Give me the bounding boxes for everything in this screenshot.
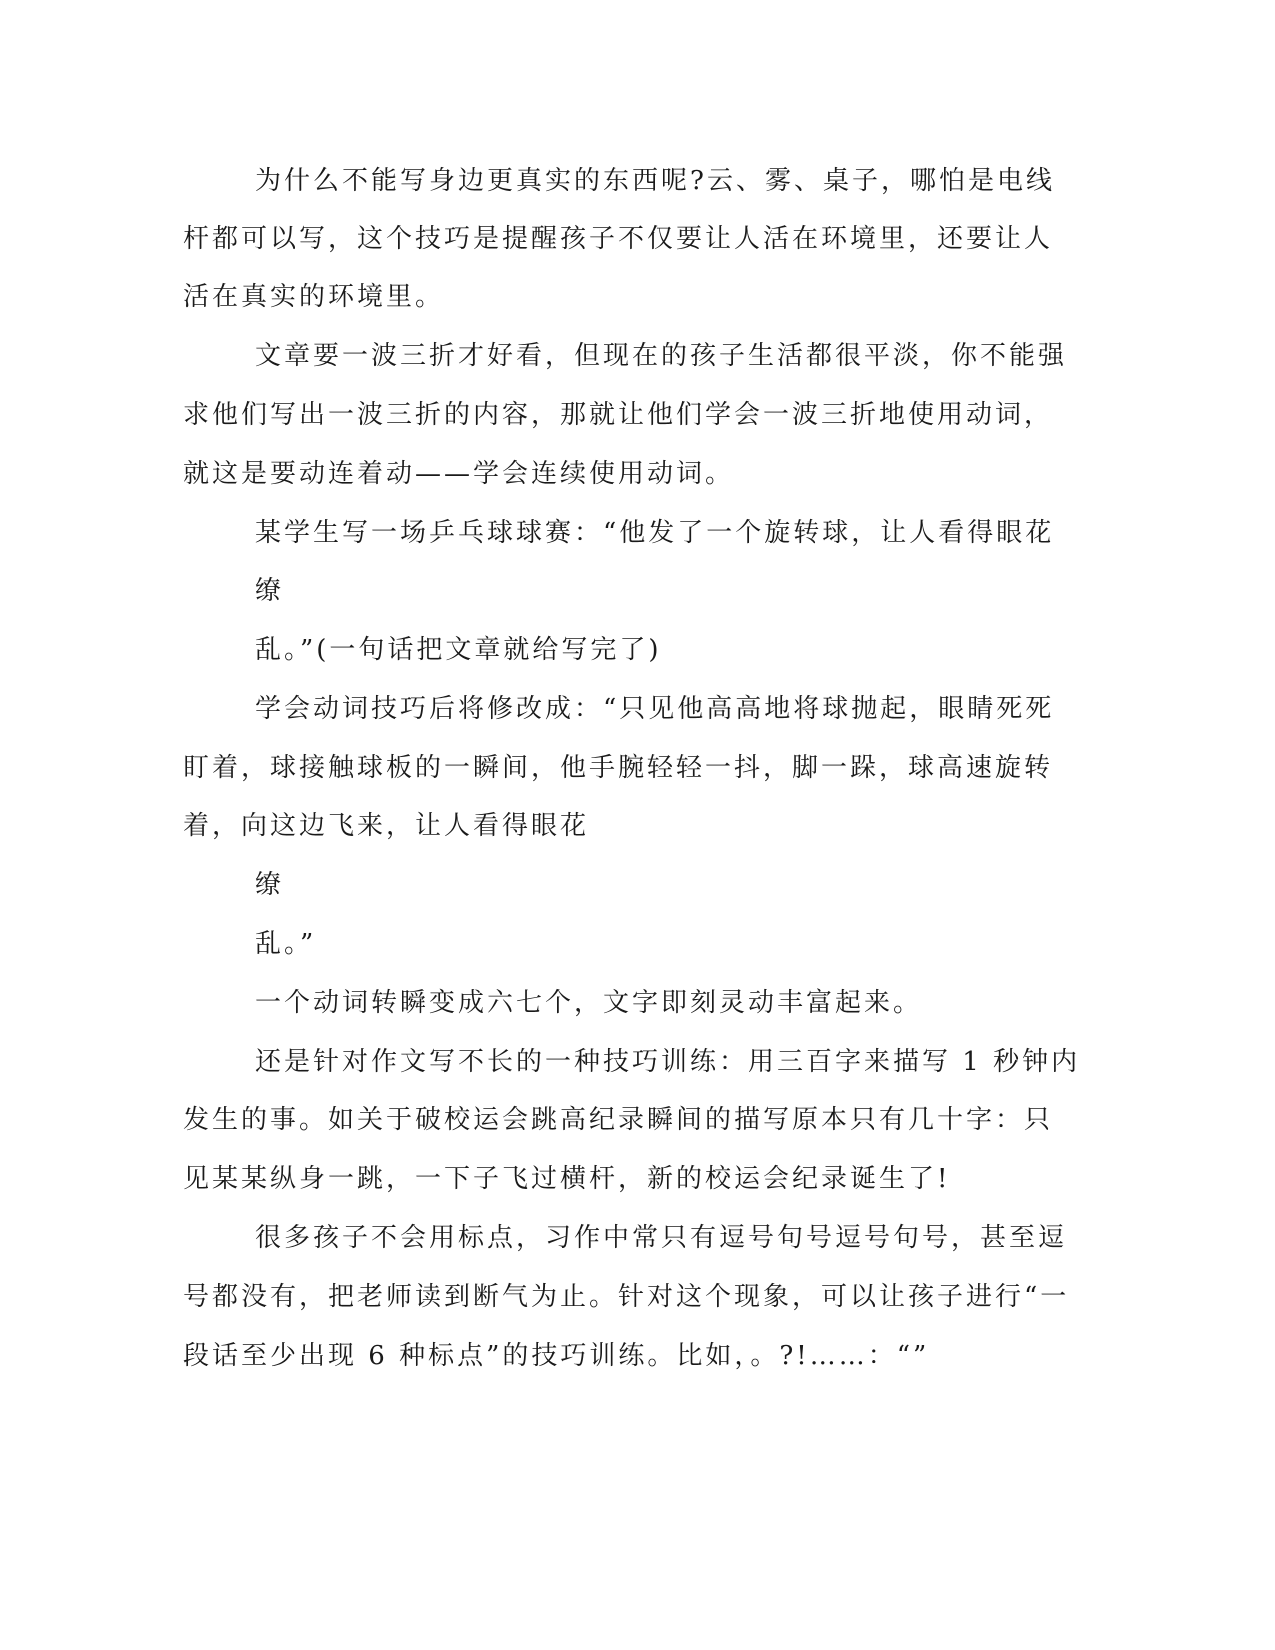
text-line: 着，向这边飞来，让人看得眼花 xyxy=(183,811,590,841)
text-line: 盯着，球接触球板的一瞬间，他手腕轻轻一抖，脚一跺，球高速旋转 xyxy=(183,753,1054,783)
text-line: 杆都可以写，这个技巧是提醒孩子不仅要让人活在环境里，还要让人 xyxy=(183,224,1054,254)
text-line: 就这是要动连着动——学会连续使用动词。 xyxy=(183,459,735,489)
text-line: 段话至少出现 6 种标点”的技巧训练。比如，。?!……：“” xyxy=(183,1341,930,1371)
text-line: 某学生写一场乒乓球球赛：“他发了一个旋转球，让人看得眼花 xyxy=(255,518,1055,548)
text-line: 求他们写出一波三折的内容，那就让他们学会一波三折地使用动词， xyxy=(183,400,1054,430)
text-line: 缭 xyxy=(255,576,285,606)
text-line: 发生的事。如关于破校运会跳高纪录瞬间的描写原本只有几十字：只 xyxy=(183,1105,1054,1135)
text-line: 一个动词转瞬变成六七个，文字即刻灵动丰富起来。 xyxy=(255,988,923,1018)
text-line: 还是针对作文写不长的一种技巧训练：用三百字来描写 1 秒钟内 xyxy=(255,1047,1081,1077)
text-line: 缭 xyxy=(255,870,285,900)
text-line: 乱。” xyxy=(255,929,317,959)
text-line: 学会动词技巧后将修改成：“只见他高高地将球抛起，眼睛死死 xyxy=(255,694,1055,724)
text-line: 为什么不能写身边更真实的东西呢?云、雾、桌子，哪怕是电线 xyxy=(255,166,1055,196)
text-line: 文章要一波三折才好看，但现在的孩子生活都很平淡，你不能强 xyxy=(255,341,1068,371)
text-line: 号都没有，把老师读到断气为止。针对这个现象，可以让孩子进行“一 xyxy=(183,1282,1070,1312)
text-line: 见某某纵身一跳，一下子飞过横杆，新的校运会纪录诞生了! xyxy=(183,1164,951,1194)
text-line: 活在真实的环境里。 xyxy=(183,282,445,312)
text-line: 乱。”(一句话把文章就给写完了) xyxy=(255,635,662,665)
text-line: 很多孩子不会用标点，习作中常只有逗号句号逗号句号，甚至逗 xyxy=(255,1223,1068,1253)
